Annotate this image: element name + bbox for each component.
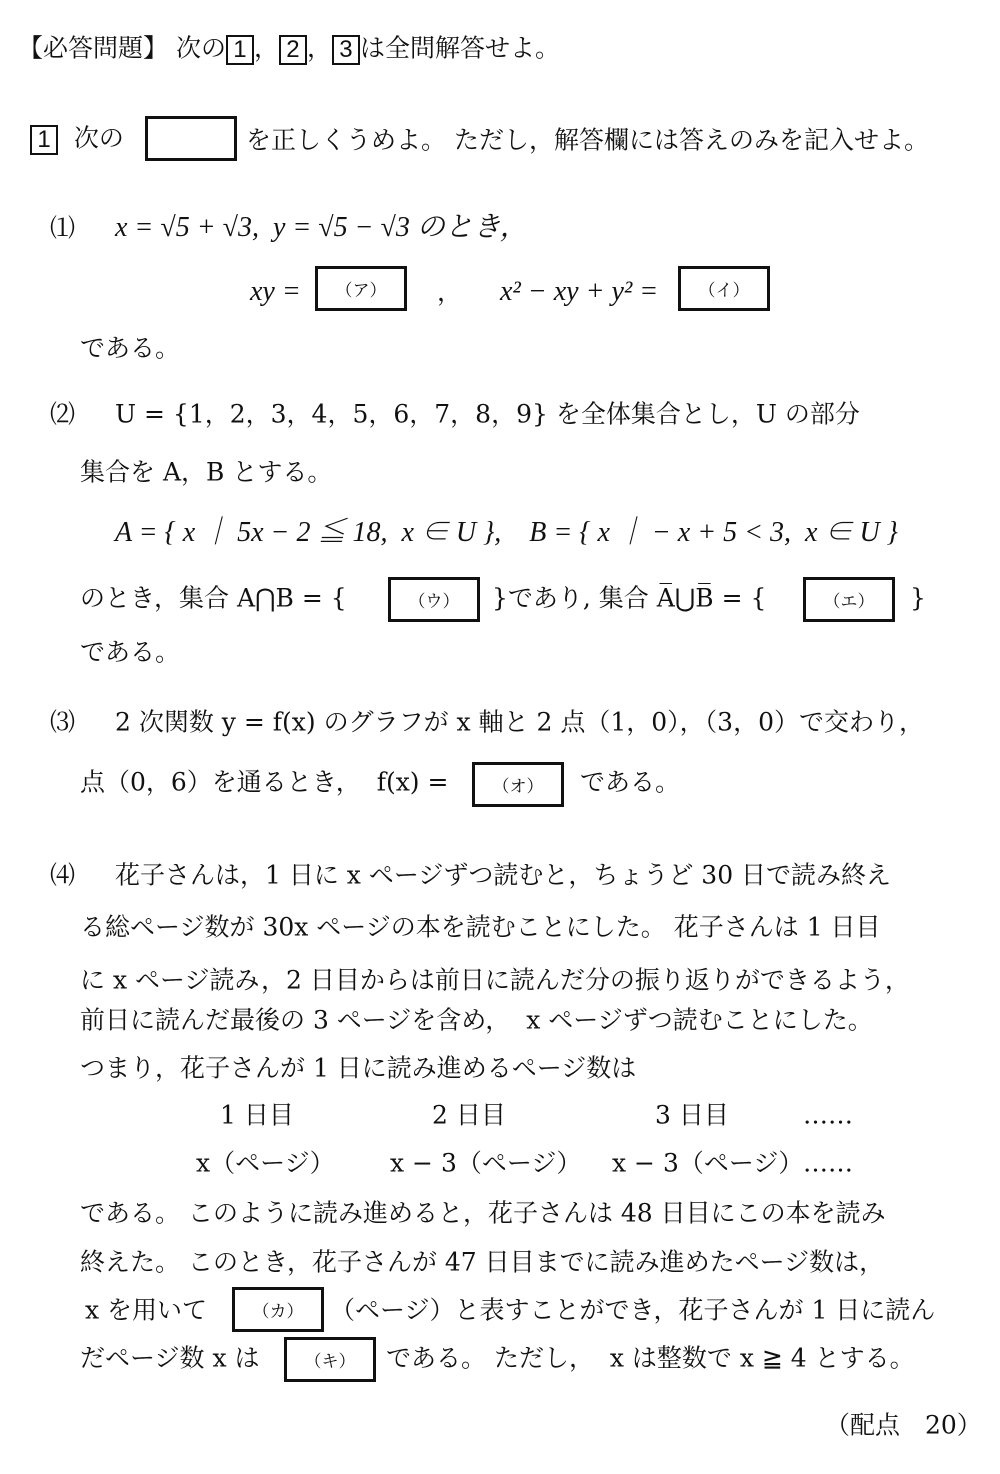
header-text: 【必答問題】 次の bbox=[18, 33, 226, 63]
p4-line-g-b: である。 ただし， x は整数で x ≧ 4 とする。 bbox=[386, 1343, 915, 1373]
p1-label: ⑴ bbox=[50, 213, 76, 243]
q1-pre: 次の bbox=[73, 123, 124, 153]
sep: ， bbox=[253, 33, 279, 63]
p1-expr: x² − xy + y² = bbox=[500, 276, 659, 307]
q1-instruction bbox=[30, 125, 124, 155]
day-label: …… bbox=[803, 1100, 853, 1130]
problem-number-3: 3 bbox=[332, 35, 360, 65]
answer-box-o: （オ） bbox=[472, 762, 564, 807]
p3-label: ⑶ bbox=[50, 707, 76, 737]
p4-line: 終えた。 このとき，花子さんが 47 日目までに読み進めたページ数は， bbox=[80, 1247, 885, 1277]
pages-value: x（ページ） bbox=[196, 1148, 335, 1178]
q1-post: を正しくうめよ。 ただし，解答欄には答えのみを記入せよ。 bbox=[246, 125, 929, 155]
comma: ， bbox=[437, 277, 463, 307]
blank-box-example bbox=[145, 116, 237, 161]
p4-line: 花子さんは，1 日に x ページずつ読むと，ちょうど 30 日で読み終え bbox=[115, 860, 892, 890]
pages-value: …… bbox=[803, 1148, 853, 1178]
p4-line-f-a: x を用いて bbox=[85, 1295, 208, 1325]
p4-line: つまり，花子さんが 1 日に読み進めるページ数は bbox=[80, 1053, 637, 1083]
section-header bbox=[18, 35, 560, 65]
pages-value: x − 3（ページ） bbox=[612, 1148, 804, 1178]
q1-number: 1 bbox=[30, 125, 58, 155]
problem-number-1: 1 bbox=[226, 35, 254, 65]
p4-line-f-b: （ページ）と表すことができ，花子さんが 1 日に読ん bbox=[330, 1295, 936, 1325]
p2-sets: A = { x ｜ 5x − 2 ≦ 18, x ∈ U }, B = { x ｜ − x + 5 < 3, x ∈ U } bbox=[115, 517, 898, 548]
p3-line1: 2 次関数 y = f(x) のグラフが x 軸と 2 点（1，0），（3，0）で交わり， bbox=[115, 707, 924, 737]
p2-end: である。 bbox=[80, 637, 181, 667]
day-label: 1 日目 bbox=[220, 1100, 294, 1130]
answer-box-ka: （カ） bbox=[232, 1287, 324, 1332]
p2-line4a: のとき，集合 A⋂B = { bbox=[80, 583, 347, 613]
p4-line: 前日に読んだ最後の 3 ページを含め， x ページずつ読むことにした。 bbox=[80, 1005, 873, 1035]
problem-number-2: 2 bbox=[279, 35, 307, 65]
answer-box-ki: （キ） bbox=[284, 1337, 376, 1382]
sep: ， bbox=[306, 33, 332, 63]
p4-line-g-a: だページ数 x は bbox=[80, 1343, 260, 1373]
p1-line1: x = √5 + √3, y = √5 − √3 のとき， bbox=[115, 212, 528, 243]
answer-box-u: （ウ） bbox=[388, 577, 480, 622]
p2-line4b: }であり, 集合 A̅⋃B̅ = { bbox=[492, 583, 767, 613]
p4-line: る総ページ数が 30x ページの本を読むことにした。 花子さんは 1 日目 bbox=[80, 912, 881, 942]
p3-line2b: である。 bbox=[580, 767, 681, 797]
header-suffix: は全問解答せよ。 bbox=[359, 33, 560, 63]
p2-line1: U = {1，2，3，4，5，6，7，8，9} を全体集合とし，U の部分 bbox=[115, 399, 860, 429]
p1-end: である。 bbox=[80, 333, 181, 363]
answer-box-i: （イ） bbox=[678, 266, 770, 311]
p2-brace: } bbox=[910, 583, 926, 613]
pages-value: x − 3（ページ） bbox=[390, 1148, 582, 1178]
day-label: 3 日目 bbox=[655, 1100, 729, 1130]
p2-line2: 集合を A，B とする。 bbox=[80, 457, 333, 487]
p4-line: に x ページ読み，2 日目からは前日に読んだ分の振り返りができるよう， bbox=[80, 965, 910, 995]
p2-label: ⑵ bbox=[50, 399, 76, 429]
day-label: 2 日目 bbox=[432, 1100, 506, 1130]
p4-line: である。 このように読み進めると，花子さんは 48 日目にこの本を読み bbox=[80, 1198, 886, 1228]
p1-xy: xy = bbox=[250, 276, 301, 307]
p3-line2a: 点（0，6）を通るとき， f(x) = bbox=[80, 767, 449, 797]
answer-box-a: （ア） bbox=[315, 266, 407, 311]
score-label: （配点 20） bbox=[825, 1410, 982, 1440]
answer-box-e: （エ） bbox=[803, 577, 895, 622]
p4-label: ⑷ bbox=[50, 860, 76, 890]
